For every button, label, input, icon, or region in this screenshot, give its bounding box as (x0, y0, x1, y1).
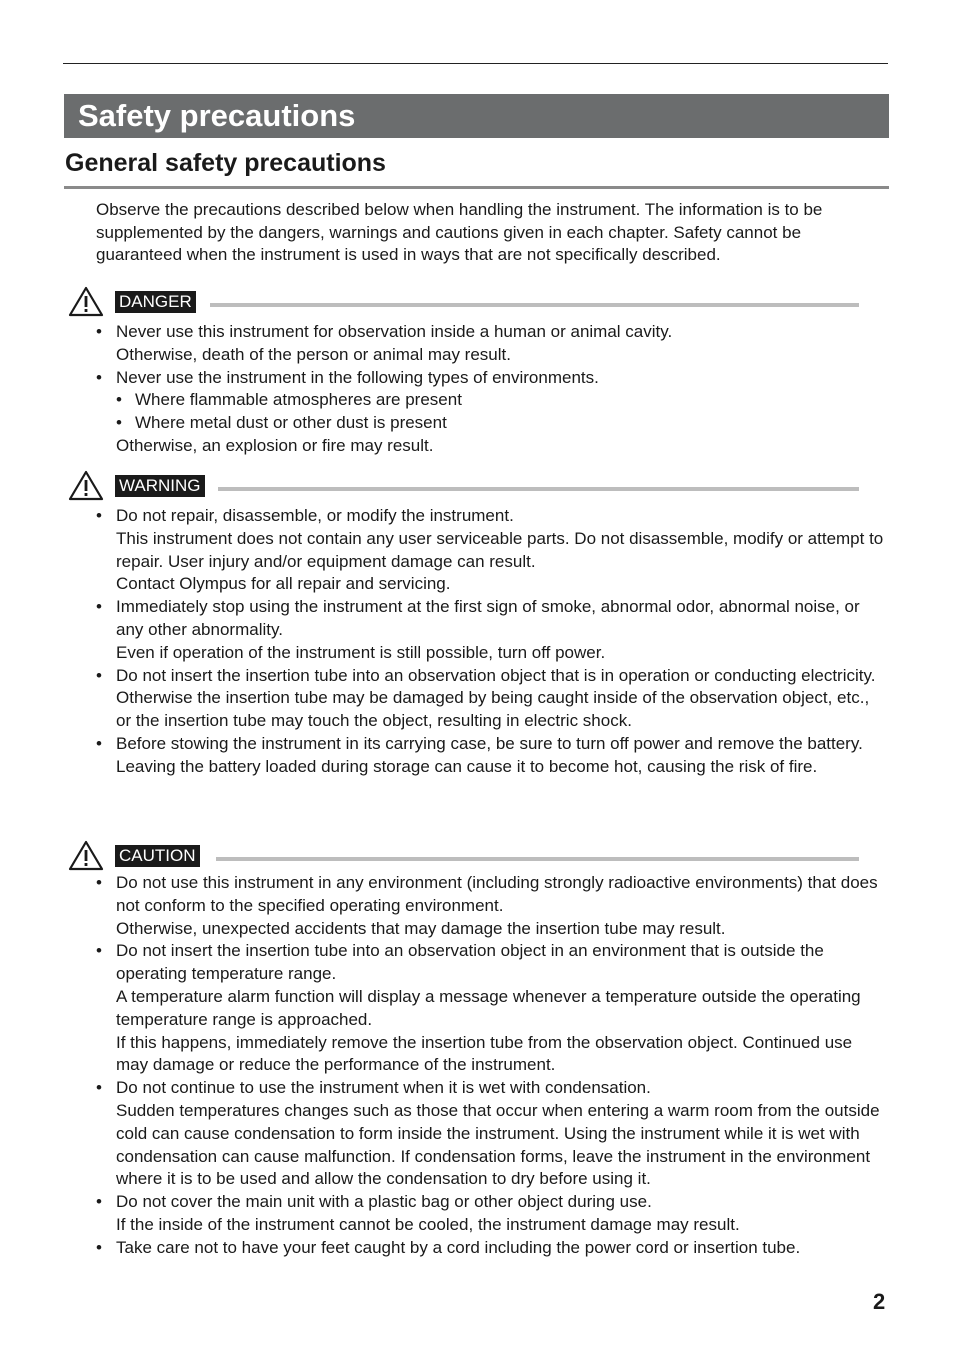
item-detail: Otherwise, unexpected accidents that may damage the insertion tube may result. (116, 918, 726, 938)
page-number: 2 (873, 1289, 886, 1314)
item-text: Never use the instrument in the following types of environments. (116, 367, 599, 387)
list-item (96, 1191, 888, 1237)
warning-list (96, 505, 888, 779)
intro-paragraph: Observe the precautions described below when handling the instrument. The information is to be supplemented by the dangers, warnings and cautions given in each chapter. Safety cannot be guaranteed when the instrument is used in ways that are not specifically described. (96, 200, 823, 265)
section-heading: General safety precautions (65, 149, 386, 177)
item-detail: A temperature alarm function will display a message whenever a temperature outside the operating temperature range is approached. (116, 986, 861, 1029)
item-text: Never use this instrument for observation inside a human or animal cavity. (116, 322, 673, 341)
danger-list (96, 321, 888, 458)
sub-list (116, 389, 888, 435)
list-item (96, 872, 888, 940)
warning-triangle-icon (68, 840, 104, 871)
caution-rule (216, 857, 859, 861)
list-item (96, 321, 888, 367)
item-detail: Otherwise the insertion tube may be damaged by being caught inside of the observation object, etc., or the insertion tube may touch the object, resulting in electric shock. (116, 688, 870, 731)
item-detail: Sudden temperatures changes such as those that occur when entering a warm room from the outside cold can cause condensation to form inside the instrument. Using the instrument while it is wet with condensation can cause malfunction. If condensation forms, leave the instrument in the environment where it is to be used and allow the condensation to dry before using it. (116, 1100, 880, 1189)
item-text: Do not continue to use the instrument when it is wet with condensation. (116, 1078, 651, 1098)
warning-rule (218, 487, 859, 491)
warning-triangle-icon (68, 286, 104, 317)
sub-list-item: • Where flammable atmospheres are present (116, 389, 888, 412)
item-text: Do not use this instrument in any environment (including strongly radioactive environments) that does not conform to the specified operating environment. (116, 873, 878, 915)
item-detail: Otherwise, an explosion or fire may result. (116, 435, 434, 455)
item-text: Before stowing the instrument in its carrying case, be sure to turn off power and remove the battery. (116, 733, 863, 753)
item-text: Do not repair, disassemble, or modify the instrument. (116, 506, 514, 525)
danger-rule (210, 303, 859, 307)
item-text: Do not insert the insertion tube into an observation object that is in operation or conducting electricity. (116, 665, 876, 685)
danger-label: DANGER (115, 291, 196, 313)
caution-label: CAUTION (115, 845, 200, 867)
section-heading-rule (64, 186, 889, 189)
page-title: Safety precautions (64, 94, 889, 138)
list-item (96, 1077, 888, 1191)
sub-list-item: • Where metal dust or other dust is present (116, 412, 888, 435)
item-detail: Otherwise, death of the person or animal may result. (116, 344, 511, 364)
top-rule (63, 63, 888, 64)
list-item (96, 596, 888, 664)
item-detail: If this happens, immediately remove the insertion tube from the observation object. Continued use may damage or reduce the performance of the instrument. (116, 1032, 853, 1075)
list-item (96, 1237, 888, 1260)
list-item (96, 940, 888, 1077)
warning-label: WARNING (115, 475, 205, 497)
item-text: Do not insert the insertion tube into an observation object in an environment that is outside the operating temperature range. (116, 941, 824, 984)
warning-triangle-icon (68, 470, 104, 501)
item-text: Do not cover the main unit with a plastic bag or other object during use. (116, 1192, 652, 1212)
list-item (96, 367, 888, 458)
list-item (96, 505, 888, 596)
item-text: Immediately stop using the instrument at the first sign of smoke, abnormal odor, abnormal noise, or any other abnormality. (116, 597, 860, 639)
item-detail: If the inside of the instrument cannot be cooled, the instrument damage may result. (116, 1214, 740, 1234)
item-detail: This instrument does not contain any user serviceable parts. Do not disassemble, modify or attempt to repair. User injury and/or equipment damage can result. (116, 528, 884, 571)
item-detail: Leaving the battery loaded during storage can cause it to become hot, causing the risk of fire. (116, 756, 818, 776)
caution-list (96, 872, 888, 1260)
list-item (96, 665, 888, 733)
item-text: Take care not to have your feet caught by a cord including the power cord or insertion tube. (116, 1237, 801, 1257)
list-item (96, 733, 888, 779)
item-detail: Even if operation of the instrument is still possible, turn off power. (116, 642, 606, 662)
item-detail: Contact Olympus for all repair and servicing. (116, 574, 451, 594)
